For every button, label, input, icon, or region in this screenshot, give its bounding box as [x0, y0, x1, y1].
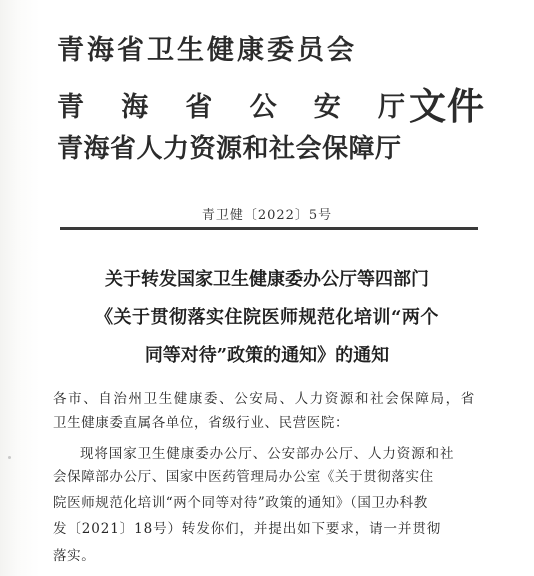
- body-text-line: 落实。: [53, 548, 96, 564]
- issuer-public-security: 青海省公安厅: [57, 92, 405, 123]
- document-title-line-1: 关于转发国家卫生健康委办公厅等四部门: [105, 269, 429, 290]
- document-number: 青卫健〔2022〕5号: [201, 208, 333, 223]
- document-type-label: 文件: [409, 84, 485, 128]
- body-text-line: 各市、自治州卫生健康委、公安局、人力资源和社会保障局，省: [53, 391, 476, 407]
- body-text-line: 会保障部办公厅、国家中医药管理局办公室《关于贯彻落实住: [53, 469, 434, 485]
- header-divider: [60, 227, 478, 230]
- body-text-line: 院医师规范化培训“两个同等对待”政策的通知》（国卫办科教: [53, 495, 428, 511]
- body-text-line: 卫生健康委直属各单位，省级行业、民营医院：: [53, 415, 350, 431]
- issuer-health-commission: 青海省卫生健康委员会: [57, 35, 357, 66]
- issuer-human-resources: 青海省人力资源和社会保障厅: [57, 134, 402, 164]
- document-title-line-3: 同等对待”政策的通知》的通知: [144, 345, 390, 366]
- body-text-line: 现将国家卫生健康委办公厅、公安部办公厅、人力资源和社: [80, 446, 455, 462]
- body-text-line: 发〔2021〕18号）转发你们，并提出如下要求，请一并贯彻: [53, 521, 442, 537]
- document-title-line-2: 《关于贯彻落实住院医师规范化培训“两个: [95, 307, 439, 328]
- scan-speck: [8, 456, 11, 459]
- issuer-public-security-line: [57, 84, 485, 128]
